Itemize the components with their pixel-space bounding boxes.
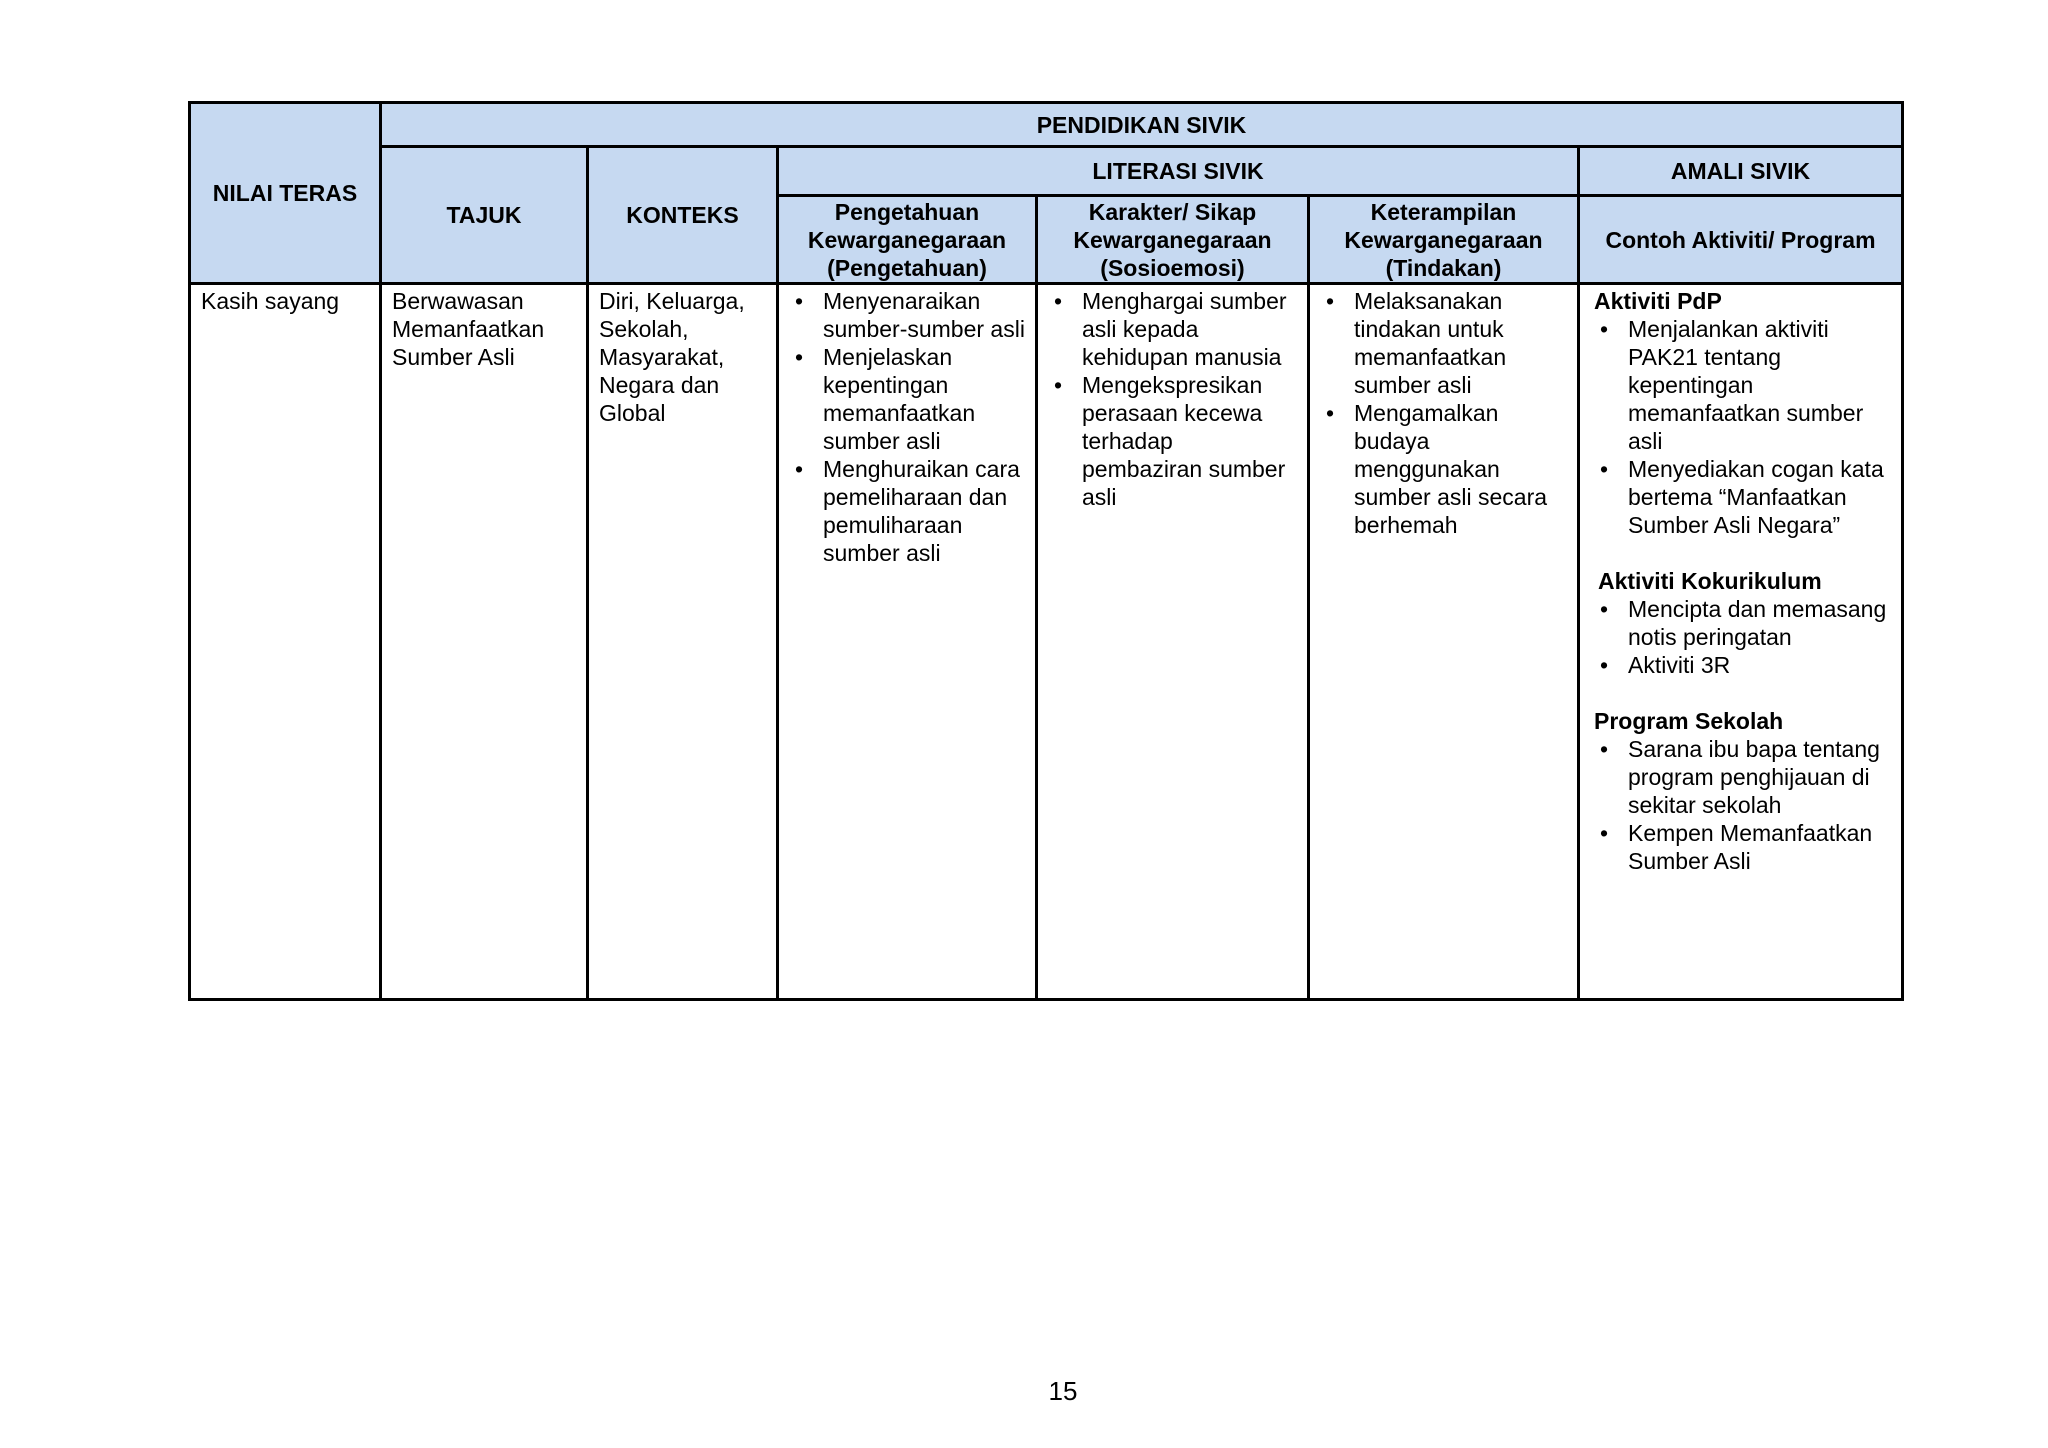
- list-item: • Menyediakan cogan kata bertema “Manfaatkan Sumber Asli Negara”: [1628, 455, 1893, 539]
- keterampilan-list: [1320, 287, 1567, 539]
- header-amali-sivik: AMALI SIVIK: [1579, 147, 1903, 196]
- header-konteks: KONTEKS: [588, 147, 778, 284]
- aktiviti-kokurikulum-list: [1594, 595, 1893, 679]
- header-keterampilan: [1309, 196, 1579, 284]
- table-row: [190, 284, 1903, 1000]
- cell-keterampilan: [1309, 284, 1579, 1000]
- nilai-teras-text: Kasih sayang: [201, 288, 340, 314]
- aktiviti-pdp-list: [1594, 315, 1893, 539]
- program-sekolah-title: Program Sekolah: [1594, 708, 1784, 734]
- list-item: • Menghargai sumber asli kepada kehidupan manusia: [1082, 287, 1297, 371]
- list-item: • Menghuraikan cara pemeliharaan dan pemuliharaan sumber asli: [823, 455, 1025, 567]
- header-karakter-text: Karakter/ Sikap Kewarganegaraan (Sosioemosi): [1073, 198, 1272, 281]
- program-sekolah-list: [1594, 735, 1893, 875]
- tajuk-text: Berwawasan Memanfaatkan Sumber Asli: [392, 288, 545, 370]
- header-pengetahuan-text: Pengetahuan Kewarganegaraan (Pengetahuan): [807, 198, 1007, 281]
- list-item: • Menyenaraikan sumber-sumber asli: [823, 287, 1025, 343]
- list-item: • Kempen Memanfaatkan Sumber Asli: [1628, 819, 1893, 875]
- cell-konteks: [588, 284, 778, 1000]
- header-pengetahuan: [778, 196, 1037, 284]
- header-keterampilan-text: Keterampilan Kewarganegaraan (Tindakan): [1344, 198, 1543, 281]
- cell-karakter: [1037, 284, 1309, 1000]
- pengetahuan-list: [789, 287, 1025, 567]
- civics-table: [188, 101, 1904, 1001]
- cell-pengetahuan: [778, 284, 1037, 1000]
- header-pendidikan-sivik: PENDIDIKAN SIVIK: [381, 103, 1903, 147]
- header-tajuk: TAJUK: [381, 147, 588, 284]
- list-item: • Melaksanakan tindakan untuk memanfaatkan sumber asli: [1354, 287, 1567, 399]
- cell-tajuk: [381, 284, 588, 1000]
- cell-nilai-teras: [190, 284, 381, 1000]
- konteks-text: Diri, Keluarga, Sekolah, Masyarakat, Negara dan Global: [599, 288, 745, 426]
- list-item: • Menjalankan aktiviti PAK21 tentang kepentingan memanfaatkan sumber asli: [1628, 315, 1893, 455]
- cell-contoh-aktiviti: [1579, 284, 1903, 1000]
- aktiviti-pdp-title: Aktiviti PdP: [1594, 288, 1722, 314]
- list-item: • Mengekspresikan perasaan kecewa terhadap pembaziran sumber asli: [1082, 371, 1297, 511]
- section-spacer: [1594, 539, 1893, 567]
- list-item: • Menjelaskan kepentingan memanfaatkan sumber asli: [823, 343, 1025, 455]
- list-item: • Aktiviti 3R: [1628, 651, 1893, 679]
- list-item: • Mengamalkan budaya menggunakan sumber asli secara berhemah: [1354, 399, 1567, 539]
- header-row-2: [190, 147, 1903, 196]
- page-number: 15: [1048, 1376, 1078, 1406]
- karakter-list: [1048, 287, 1297, 511]
- header-karakter: [1037, 196, 1309, 284]
- header-contoh-aktiviti: Contoh Aktiviti/ Program: [1579, 196, 1903, 284]
- header-nilai-teras: NILAI TERAS: [190, 103, 381, 284]
- aktiviti-kokurikulum-title: Aktiviti Kokurikulum: [1598, 568, 1822, 594]
- header-row-1: [190, 103, 1903, 147]
- list-item: • Mencipta dan memasang notis peringatan: [1628, 595, 1893, 651]
- list-item: • Sarana ibu bapa tentang program penghijauan di sekitar sekolah: [1628, 735, 1893, 819]
- header-literasi-sivik: LITERASI SIVIK: [778, 147, 1579, 196]
- section-spacer: [1594, 679, 1893, 707]
